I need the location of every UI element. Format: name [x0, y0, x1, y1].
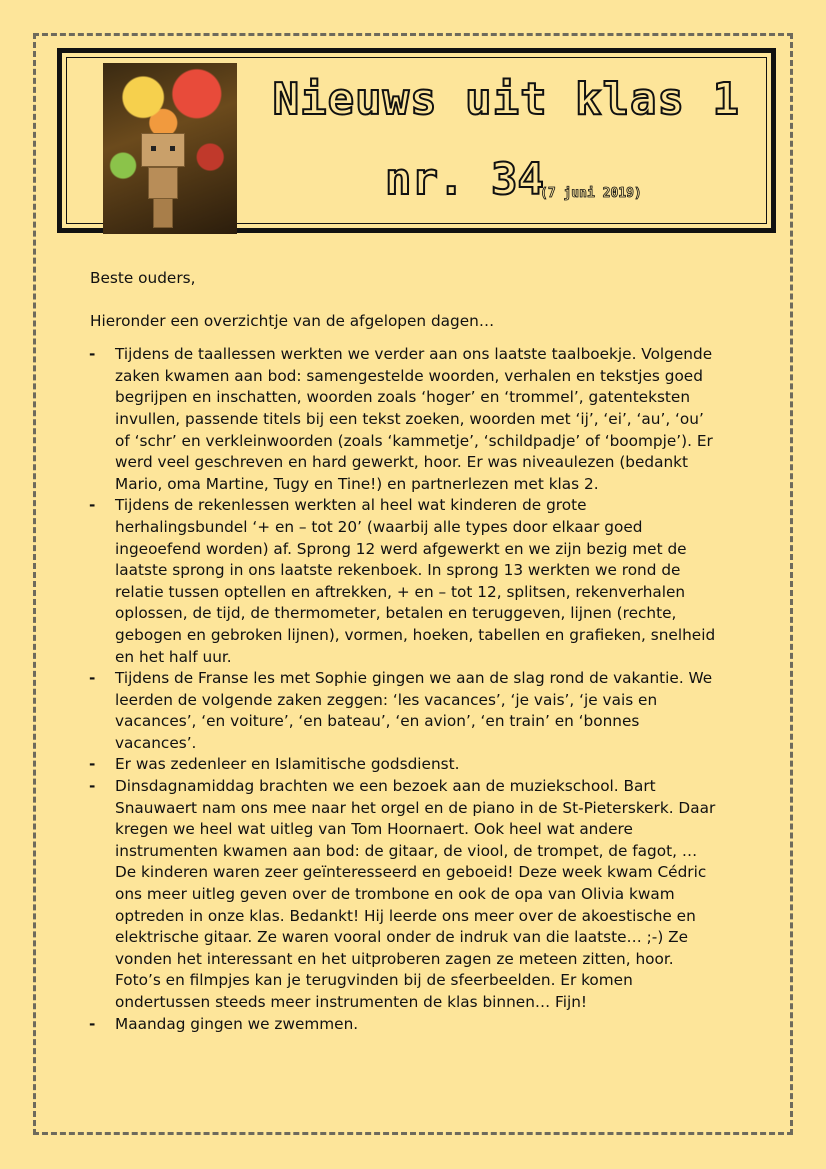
list-item: - Tijdens de rekenlessen werkten al heel wat kinderen de grote herhalingsbundel ‘+ en – tot 20’ (waarbij alle types door elkaar goed ingeoefend worden) af. Sprong 12 werd afgewerkt en we zijn bezig met de laatste sprong in ons laatste rekenboek. In sprong 13 werkten we rond de relatie tussen optellen en aftrekken, + en – tot 12, splitsen, rekenverhalen oplossen, de tijd, de thermometer, betalen en teruggeven, lijnen (rechte, gebogen en gebroken lijnen), vormen, hoeken, tabellen en grafieken, snelheid en het half uur.: [90, 495, 720, 668]
danbo-figure-legs: [153, 198, 173, 228]
issue-number: nr. 34: [385, 154, 544, 205]
header-photo: [103, 63, 237, 234]
header-inner-frame: [66, 57, 767, 224]
letter-content: [90, 268, 720, 1035]
danbo-figure-head: [141, 133, 185, 167]
list-item: - Dinsdagnamiddag brachten we een bezoek aan de muziekschool. Bart Snauwaert nam ons mee naar het orgel en de piano in de St-Pieterskerk. Daar kregen we heel wat uitleg van Tom Hoornaert. Ook heel wat andere instrumenten kwamen aan bod: de gitaar, de viool, de trompet, de fagot, … De kinderen waren zeer geïnteresseerd en geboeid! Deze week kwam Cédric ons meer uitleg geven over de trombone en ook de opa van Olivia kwam optreden in onze klas. Bedankt! Hij leerde ons meer over de akoestische en elektrische gitaar. Ze waren vooral onder de indruk van die laatste… ;-) Ze vonden het interessant en het uitproberen zagen ze meteen zitten, hoor. Foto’s en filmpjes kan je terugvinden bij de sfeerbeelden. Er komen ondertussen steeds meer instrumenten de klas binnen… Fijn!: [90, 776, 720, 1014]
list-item: - Tijdens de taallessen werkten we verder aan ons laatste taalboekje. Volgende zaken kwamen aan bod: samengestelde woorden, verhalen en tekstjes goed begrijpen en inschatten, woorden zoals ‘hoger’ en ‘trommel’, gatenteksten invullen, passende titels bij een tekst zoeken, woorden met ‘ij’, ‘ei’, ‘au’, ‘ou’ of ‘schr’ en verkleinwoorden (zoals ‘kammetje’, ‘schildpadje’ of ‘boompje’). Er werd veel geschreven en hard gewerkt, hoor. Er was niveaulezen (bedankt Mario, oma Martine, Tugy en Tine!) en partnerlezen met klas 2.: [90, 344, 720, 495]
newsletter-title: Nieuws uit klas 1: [272, 74, 740, 125]
intro-text: Hieronder een overzichtje van de afgelopen dagen…: [90, 311, 495, 330]
issue-date: (7 juni 2019): [540, 186, 642, 201]
danbo-figure-body: [148, 167, 178, 199]
list-item: - Tijdens de Franse les met Sophie gingen we aan de slag rond de vakantie. We leerden de volgende zaken zeggen: ‘les vacances’, ‘je vais’, ‘je vais en vacances’, ‘en voiture’, ‘en bateau’, ‘en avion’, ‘en train’ en ‘bonnes vacances’.: [90, 668, 720, 754]
activity-list: [90, 344, 720, 1035]
newsletter-header: [57, 48, 776, 233]
greeting: Beste ouders,: [90, 269, 196, 287]
list-item: - Maandag gingen we zwemmen.: [90, 1014, 720, 1036]
list-item: - Er was zedenleer en Islamitische godsdienst.: [90, 754, 720, 776]
